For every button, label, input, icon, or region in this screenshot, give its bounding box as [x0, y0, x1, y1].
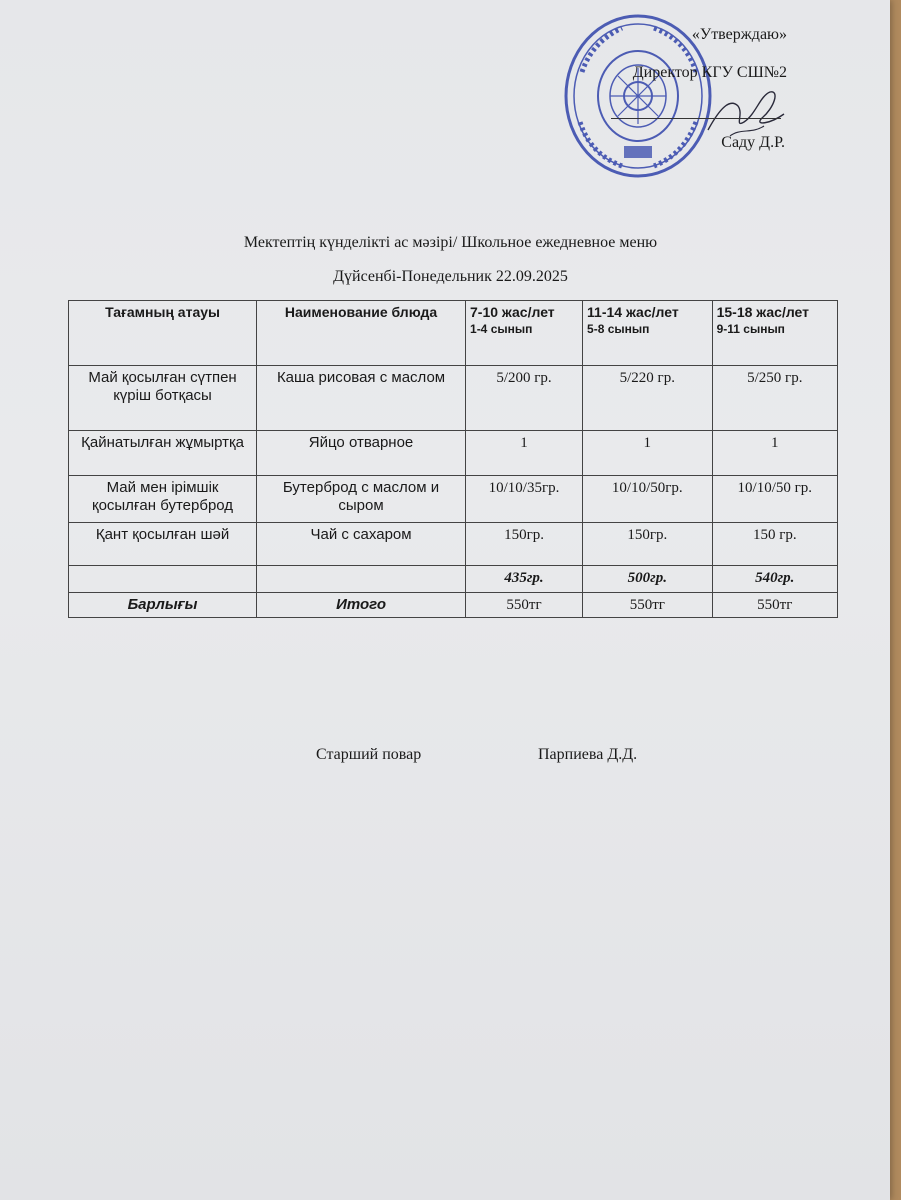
price-label-ru: Итого: [257, 593, 466, 618]
header-age-3-label: 15-18 жас/лет: [716, 304, 809, 320]
dish-name-kz: Қайнатылған жұмыртқа: [69, 431, 257, 476]
portion-age-2: 1: [583, 431, 713, 476]
total-weight-age-1: 435гр.: [466, 566, 583, 593]
price-row: [69, 593, 838, 618]
portion-age-2: 10/10/50гр.: [583, 476, 713, 523]
dish-name-kz: Қант қосылған шәй: [69, 523, 257, 566]
portion-age-1: 5/200 гр.: [466, 366, 583, 431]
price-age-3: 550тг: [712, 593, 837, 618]
header-grade-2-label: 5-8 сынып: [587, 321, 650, 336]
page-subtitle: Дүйсенбі-Понедельник 22.09.2025: [333, 268, 568, 285]
portion-age-1: 10/10/35гр.: [466, 476, 583, 523]
header-age-1-label: 7-10 жас/лет: [470, 304, 555, 320]
approval-heading: «Утверждаю»: [691, 26, 787, 43]
price-age-2: 550тг: [583, 593, 713, 618]
signature-line: [611, 118, 781, 119]
dish-name-ru: Каша рисовая с маслом: [257, 366, 466, 431]
approval-name: Саду Д.Р.: [721, 134, 785, 151]
header-grade-3-label: 9-11 сынып: [716, 321, 785, 336]
dish-name-ru: Чай с сахаром: [257, 523, 466, 566]
portion-age-1: 1: [466, 431, 583, 476]
portion-age-2: 150гр.: [583, 523, 713, 566]
portion-age-3: 1: [712, 431, 837, 476]
table-row: [69, 366, 838, 431]
portion-age-1: 150гр.: [466, 523, 583, 566]
totals-empty-ru: [257, 566, 466, 593]
total-weight-age-2: 500гр.: [583, 566, 713, 593]
table-row: [69, 431, 838, 476]
table-row: [69, 523, 838, 566]
cook-name: Парпиева Д.Д.: [538, 746, 638, 763]
approval-director: Директор КГУ СШ№2: [632, 64, 787, 81]
portion-age-3: 150 гр.: [712, 523, 837, 566]
dish-name-ru: Яйцо отварное: [257, 431, 466, 476]
table-row: [69, 476, 838, 523]
total-weight-age-3: 540гр.: [712, 566, 837, 593]
dish-name-kz: Май мен ірімшік қосылған бутерброд: [69, 476, 257, 523]
price-label-kz: Барлығы: [69, 593, 257, 618]
header-age-2-label: 11-14 жас/лет: [587, 304, 679, 320]
header-age-1: [466, 301, 583, 366]
portion-age-3: 10/10/50 гр.: [712, 476, 837, 523]
header-age-3: [712, 301, 837, 366]
portion-age-2: 5/220 гр.: [583, 366, 713, 431]
header-dish-kz: Тағамның атауы: [69, 301, 257, 366]
cook-position: Старший повар: [316, 746, 422, 763]
price-age-1: 550тг: [466, 593, 583, 618]
dish-name-kz: Май қосылған сүтпен күріш ботқасы: [69, 366, 257, 431]
menu-table: [68, 300, 838, 618]
table-header-row: [69, 301, 838, 366]
portion-age-3: 5/250 гр.: [712, 366, 837, 431]
page-title: Мектептің күнделікті ас мәзірі/ Школьное ежедневное меню: [243, 234, 658, 251]
totals-row: [69, 566, 838, 593]
totals-empty-kz: [69, 566, 257, 593]
header-age-2: [583, 301, 713, 366]
header-dish-ru: Наименование блюда: [257, 301, 466, 366]
dish-name-ru: Бутерброд с маслом и сыром: [257, 476, 466, 523]
header-grade-1-label: 1-4 сынып: [470, 321, 533, 336]
